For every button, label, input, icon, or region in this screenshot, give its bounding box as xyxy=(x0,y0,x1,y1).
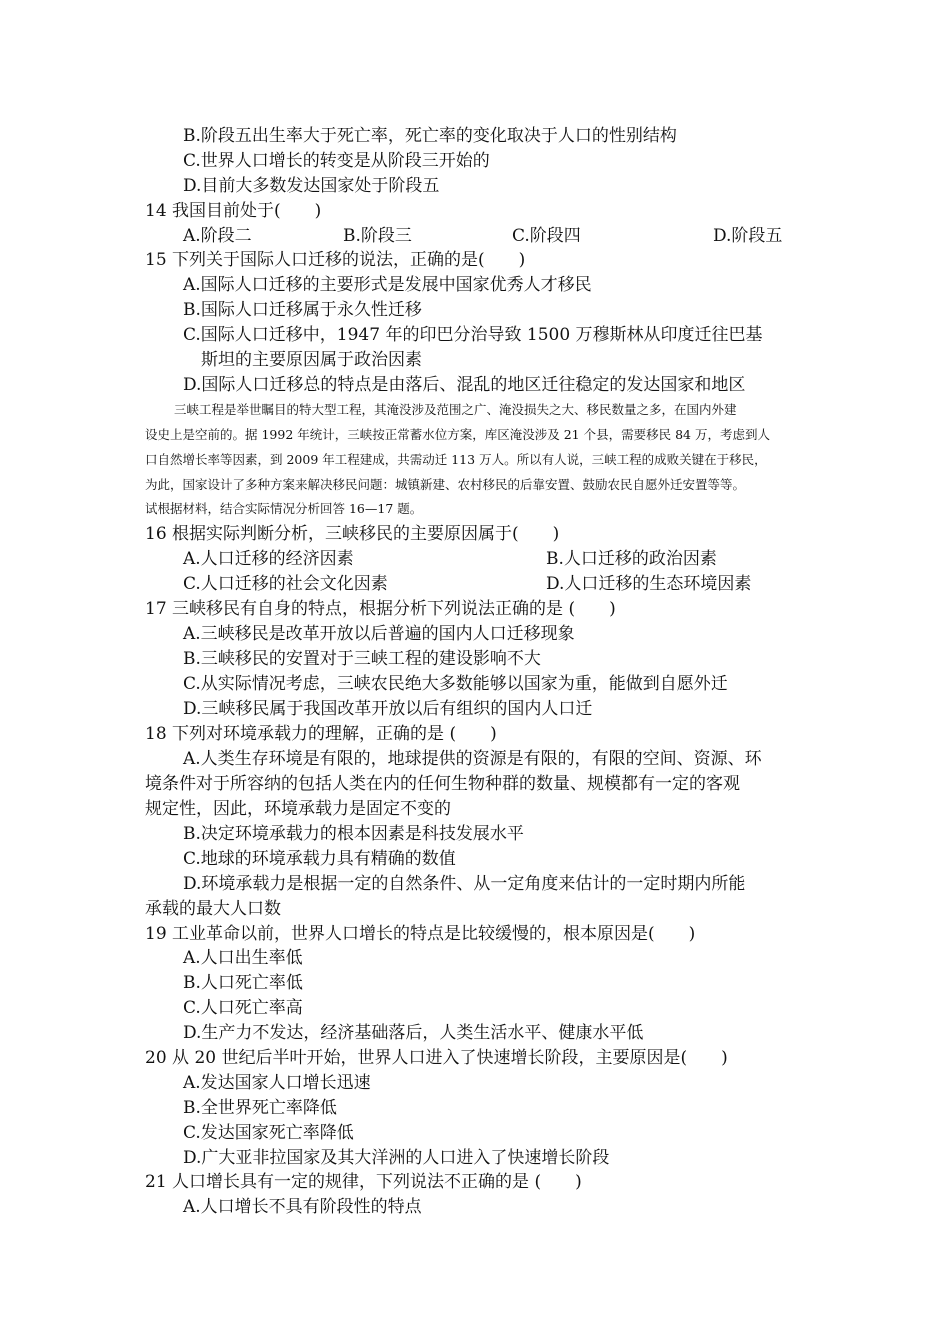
q18-option-d: D.环境承载力是根据一定的自然条件、从一定角度来估计的一定时期内所能 xyxy=(183,874,746,894)
q20-option-a: A.发达国家人口增长迅速 xyxy=(183,1073,371,1093)
q15-stem: 15 下列关于国际人口迁移的说法，正确的是( ) xyxy=(145,250,526,270)
q21-option-a: A.人口增长不具有阶段性的特点 xyxy=(183,1197,422,1217)
q14-stem: 14 我国目前处于( ) xyxy=(145,201,322,221)
q17-option-b: B.三峡移民的安置对于三峡工程的建设影响不大 xyxy=(183,649,541,669)
q13-option-c: C.世界人口增长的转变是从阶段三开始的 xyxy=(183,151,490,171)
q14-option-a: A.阶段二 xyxy=(183,226,252,246)
q20-stem: 20 从 20 世纪后半叶开始，世界人口进入了快速增长阶段，主要原因是( ) xyxy=(145,1048,728,1068)
material-paragraph-line-1: 三峡工程是举世瞩目的特大型工程，其淹没涉及范围之广、淹没损失之大、移民数量之多，在国内外建 xyxy=(174,402,737,417)
q16-option-a: A.人口迁移的经济因素 xyxy=(183,549,354,569)
q21-stem: 21 人口增长具有一定的规律，下列说法不正确的是 ( ) xyxy=(145,1172,582,1192)
q18-option-b: B.决定环境承载力的根本因素是科技发展水平 xyxy=(183,824,524,844)
q14-option-c: C.阶段四 xyxy=(512,226,581,246)
q15-option-c: C.国际人口迁移中，1947 年的印巴分治导致 1500 万穆斯林从印度迁往巴基 xyxy=(183,325,763,345)
q20-option-d: D.广大亚非拉国家及其大洋洲的人口进入了快速增长阶段 xyxy=(183,1148,610,1168)
q13-option-d: D.目前大多数发达国家处于阶段五 xyxy=(183,176,440,196)
q17-option-d: D.三峡移民属于我国改革开放以后有组织的国内人口迁 xyxy=(183,699,593,719)
q18-option-c: C.地球的环境承载力具有精确的数值 xyxy=(183,849,456,869)
q18-option-a-cont-1: 境条件对于所容纳的包括人类在内的任何生物种群的数量、规模都有一定的客观 xyxy=(145,774,740,794)
q20-option-b: B.全世界死亡率降低 xyxy=(183,1098,337,1118)
q18-option-a: A.人类生存环境是有限的，地球提供的资源是有限的，有限的空间、资源、环 xyxy=(183,749,762,769)
q19-option-d: D.生产力不发达，经济基础落后，人类生活水平、健康水平低 xyxy=(183,1023,644,1043)
q19-option-b: B.人口死亡率低 xyxy=(183,973,303,993)
q17-stem: 17 三峡移民有自身的特点，根据分析下列说法正确的是 ( ) xyxy=(145,599,616,619)
q19-stem: 19 工业革命以前，世界人口增长的特点是比较缓慢的，根本原因是( ) xyxy=(145,924,696,944)
q17-option-c: C.从实际情况考虑，三峡农民绝大多数能够以国家为重，能做到自愿外迁 xyxy=(183,674,728,694)
q14-option-d: D.阶段五 xyxy=(713,226,783,246)
material-paragraph-line-4: 为此，国家设计了多种方案来解决移民问题：城镇新建、农村移民的后靠安置、鼓励农民自愿外迁安置等等。 xyxy=(145,477,746,492)
q18-option-d-cont: 承载的最大人口数 xyxy=(145,899,281,919)
q13-option-b: B.阶段五出生率大于死亡率，死亡率的变化取决于人口的性别结构 xyxy=(183,126,677,146)
q16-option-c: C.人口迁移的社会文化因素 xyxy=(183,574,388,594)
q16-option-b: B.人口迁移的政治因素 xyxy=(546,549,717,569)
q16-option-d: D.人口迁移的生态环境因素 xyxy=(546,574,752,594)
material-paragraph-line-3: 口自然增长率等因素，到 2009 年工程建成，共需动迁 113 万人。所以有人说，三峡工程的成败关键在于移民， xyxy=(145,452,767,467)
q15-option-d: D.国际人口迁移总的特点是由落后、混乱的地区迁往稳定的发达国家和地区 xyxy=(183,375,746,395)
material-paragraph-line-5: 试根据材料，结合实际情况分析回答 16—17 题。 xyxy=(145,501,423,516)
material-paragraph-line-2: 设史上是空前的。据 1992 年统计，三峡按正常蓄水位方案，库区淹没涉及 21 个县，需要移民 84 万，考虑到人 xyxy=(145,427,770,442)
q15-option-c-cont: 斯坦的主要原因属于政治因素 xyxy=(201,350,422,370)
q20-option-c: C.发达国家死亡率降低 xyxy=(183,1123,354,1143)
q17-option-a: A.三峡移民是改革开放以后普遍的国内人口迁移现象 xyxy=(183,624,575,644)
q15-option-a: A.国际人口迁移的主要形式是发展中国家优秀人才移民 xyxy=(183,275,592,295)
q15-option-b: B.国际人口迁移属于永久性迁移 xyxy=(183,300,422,320)
q19-option-a: A.人口出生率低 xyxy=(183,948,303,968)
q18-stem: 18 下列对环境承载力的理解，正确的是 ( ) xyxy=(145,724,497,744)
q19-option-c: C.人口死亡率高 xyxy=(183,998,303,1018)
q18-option-a-cont-2: 规定性，因此，环境承载力是固定不变的 xyxy=(145,799,451,819)
q16-stem: 16 根据实际判断分析，三峡移民的主要原因属于( ) xyxy=(145,524,560,544)
q14-option-b: B.阶段三 xyxy=(343,226,412,246)
